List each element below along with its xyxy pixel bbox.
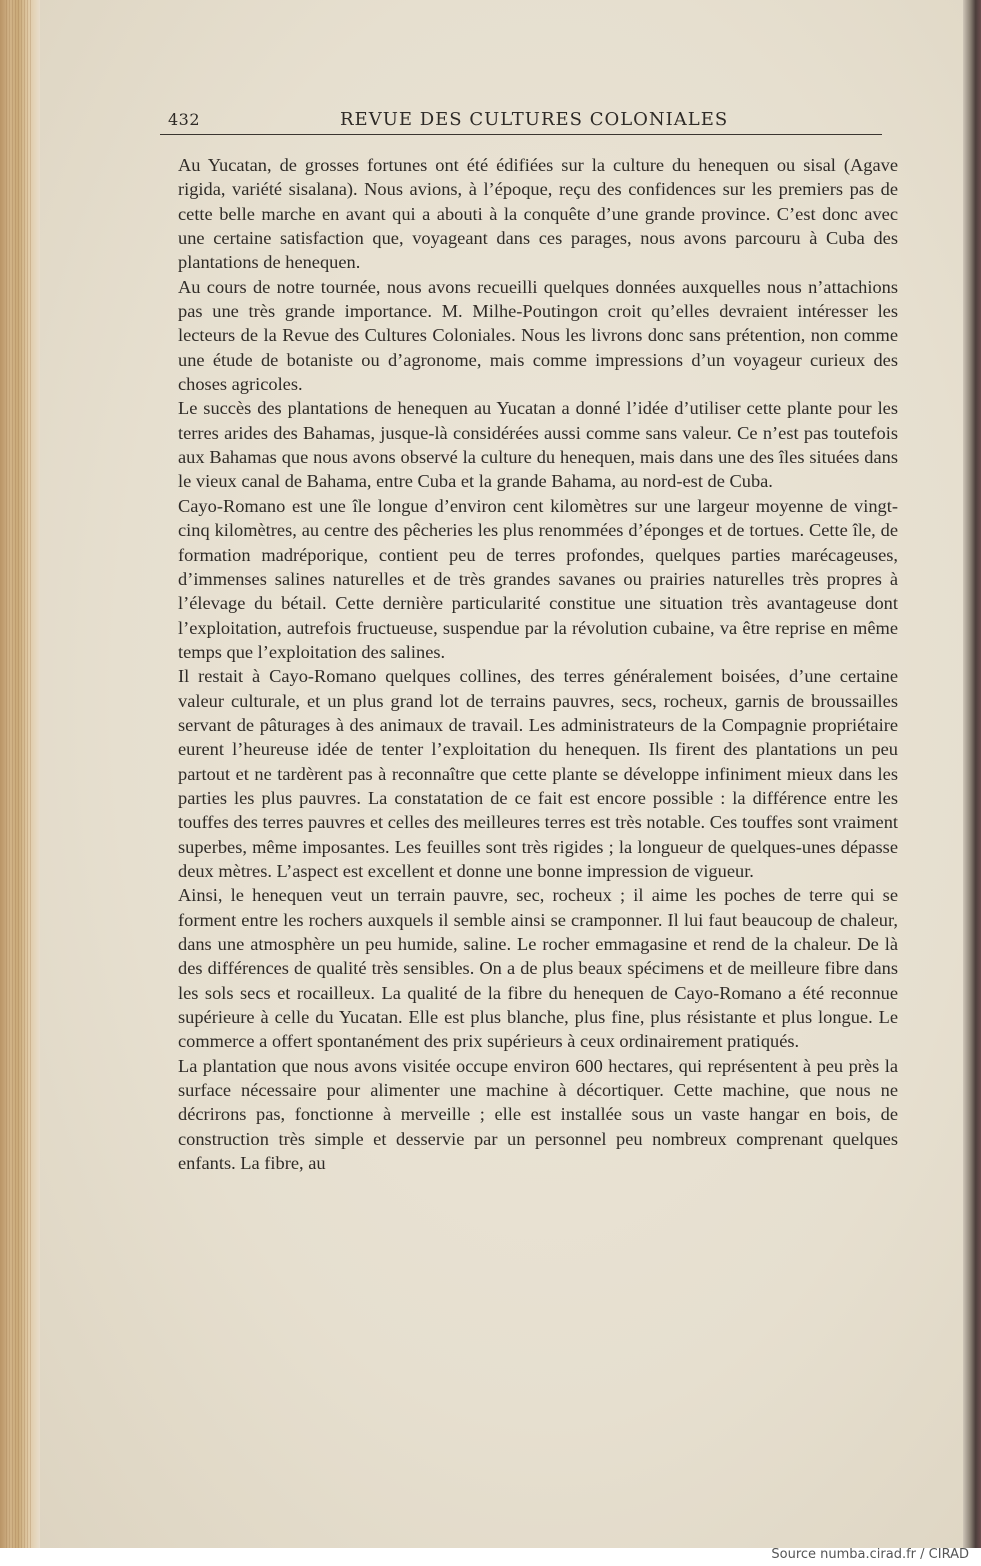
paragraph: La plantation que nous avons visitée occupe environ 600 hectares, qui représentent à peu près la surface nécessaire pour alimenter une machine à décortiquer. Cette machine, que nous ne décrirons pas, fonctionne à merveille ; elle est installée sous un vaste hangar en bois, de construction très simple et desservie par un personnel peu nombreux comprenant quelques enfants. La fibre, au	[178, 1055, 898, 1174]
book-edge-left	[0, 0, 40, 1548]
paragraph: Au cours de notre tournée, nous avons recueilli quelques données auxquelles nous n’attachions pas une très grande importance. M. Milhe-Poutingon croit qu’elles devraient intéresser les lecteurs de la Revue des Cultures Coloniales. Nous les livrons donc sans prétention, non comme une étude de botaniste ou d’agronome, mais comme impressions d’un voyageur curieux des choses agricoles.	[178, 276, 898, 395]
paragraph: Il restait à Cayo-Romano quelques collines, des terres généralement boisées, d’une certaine valeur culturale, et un plus grand lot de terrains pauvres, secs, rocheux, garnis de broussailles servant de pâturages à des animaux de travail. Les administrateurs de la Compagnie propriétaire eurent l’heureuse idée de tenter l’exploitation du henequen. Ils firent des plantations un peu partout et ne tardèrent pas à reconnaître que cette plante se développe infiniment mieux dans les parties les plus pauvres. La constatation de ce fait est encore possible : la différence entre les touffes des terres pauvres et celles des meilleures terres est très notable. Ces touffes sont vraiment superbes, même imposantes. Les feuilles sont très rigides ; la longueur de quelques-unes dépasse deux mètres. L’aspect est excellent et donne une bonne impression de vigueur.	[178, 666, 898, 881]
article-body	[178, 153, 898, 1175]
running-title: REVUE DES CULTURES COLONIALES	[340, 109, 729, 130]
header-rule	[160, 134, 882, 135]
paragraph: Ainsi, le henequen veut un terrain pauvre, sec, rocheux ; il aime les poches de terre qui se forment entre les rochers auxquels il semble ainsi se cramponner. Il lui faut beaucoup de chaleur, dans une atmosphère un peu humide, saline. Le rocher emmagasine et rend de la chaleur. De là des différences de qualité très sensibles. On a de plus beaux spécimens et de meilleure fibre dans les sols secs et rocailleux. La qualité de la fibre du henequen de Cayo-Romano a été reconnue supérieure à celle du Yucatan. Elle est plus blanche, plus fine, plus résistante et plus longue. Le commerce a offert spontanément des prix supérieurs à ceux ordinairement pratiqués.	[178, 885, 898, 1052]
paragraph: Cayo-Romano est une île longue d’environ cent kilomètres sur une largeur moyenne de vingt-cinq kilomètres, au centre des pêcheries les plus renommées d’éponges et de tortues. Cette île, de formation madréporique, contient peu de terres profondes, quelques parties marécageuses, d’immenses salines naturelles et de très grandes savanes ou prairies naturelles très propres à l’élevage du bétail. Cette dernière particularité constitue une situation très avantageuse dont l’exploitation, autrefois fructueuse, suspendue par la révolution cubaine, va être reprise en même temps que l’exploitation des salines.	[178, 495, 898, 662]
page-number: 432	[168, 110, 201, 129]
paragraph: Le succès des plantations de henequen au Yucatan a donné l’idée d’utiliser cette plante pour les terres arides des Bahamas, jusque-là considérées aussi comme sans valeur. Ce n’est pas toutefois aux Bahamas que nous avons observé la culture du henequen, mais dans une des îles situées dans le vieux canal de Bahama, entre Cuba et la grande Bahama, au nord-est de Cuba.	[178, 398, 898, 492]
book-edge-right	[963, 0, 981, 1548]
paragraph: Au Yucatan, de grosses fortunes ont été édifiées sur la culture du henequen ou sisal (Agave rigida, variété sisalana). Nous avions, à l’époque, reçu des confidences sur les premiers pas de cette belle marche en avant qui a abouti à la conquête d’une grande province. C’est donc avec une certaine satisfaction que, voyageant dans ces parages, nous avons parcouru à Cuba des plantations de henequen.	[178, 155, 898, 273]
source-credit: Source numba.cirad.fr / CIRAD	[771, 1547, 969, 1562]
running-header	[168, 104, 880, 134]
